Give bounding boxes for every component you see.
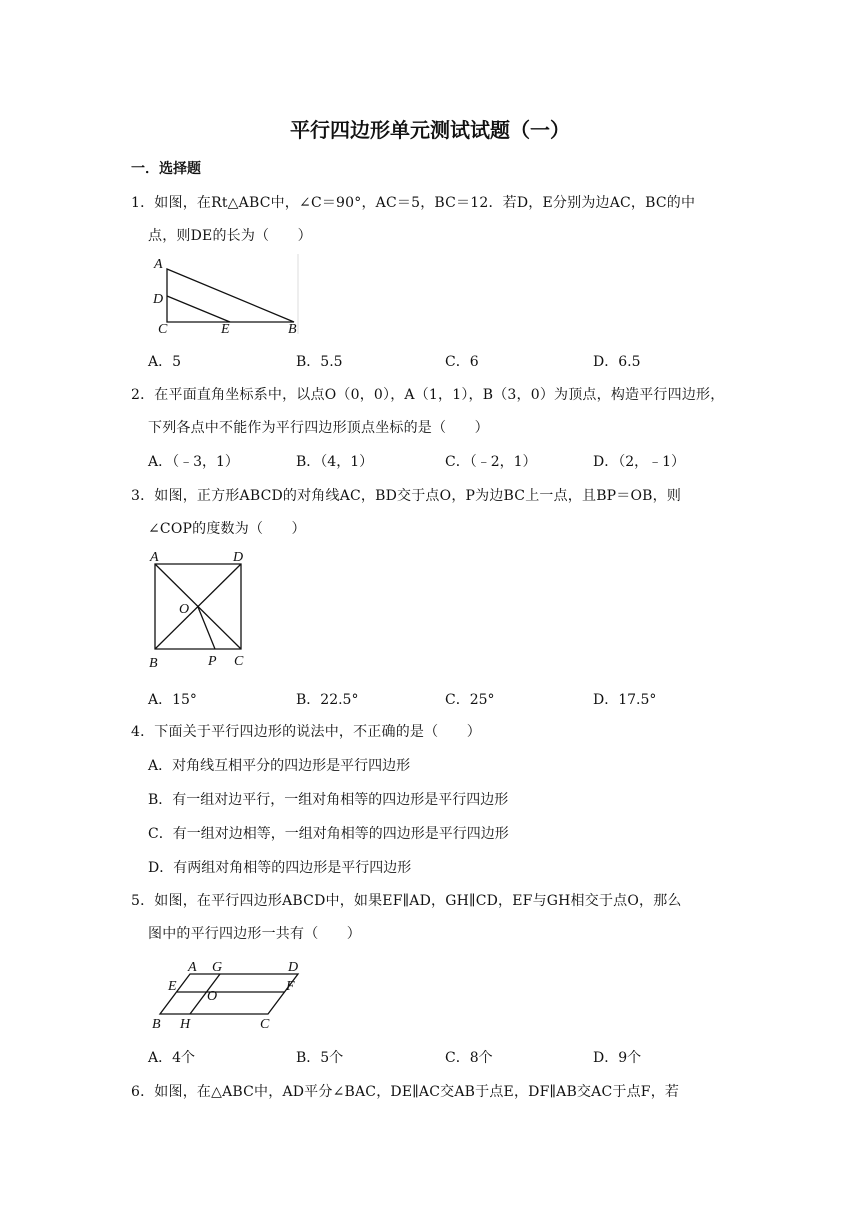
question-1-option-d: D．6.5 <box>593 354 641 370</box>
label-c: C <box>158 322 168 337</box>
label-e: E <box>168 979 177 994</box>
question-4-option-b: B．有一组对边平行，一组对角相等的四边形是平行四边形 <box>148 792 509 808</box>
question-1-line-1: 1．如图，在Rt△ABC中，∠C＝90°，AC＝5，BC＝12．若D，E分别为边AC，BC的中 <box>131 195 696 211</box>
question-4-option-d: D．有两组对角相等的四边形是平行四边形 <box>148 860 412 876</box>
parallelogram-abcd <box>160 974 298 1014</box>
label-a: A <box>154 257 163 272</box>
question-4-line-1: 4．下面关于平行四边形的说法中，不正确的是（ ） <box>131 724 481 740</box>
question-4-option-c: C．有一组对边相等，一组对角相等的四边形是平行四边形 <box>148 826 509 842</box>
label-e: E <box>221 322 230 337</box>
question-1-option-c: C．6 <box>445 354 479 370</box>
label-d: D <box>153 292 164 307</box>
question-2-line-1: 2．在平面直角坐标系中，以点O（0，0），A（1，1），B（3，0）为顶点，构造平行四边形， <box>131 387 725 403</box>
question-3-line-1: 3．如图，正方形ABCD的对角线AC，BD交于点O，P为边BC上一点，且BP＝OB，则 <box>131 488 682 504</box>
question-5-line-2: 图中的平行四边形一共有（ ） <box>148 926 361 942</box>
label-d: D <box>288 960 299 975</box>
figure-right-triangle <box>148 252 308 340</box>
label-b: B <box>152 1017 161 1032</box>
label-o: O <box>179 602 190 617</box>
label-b: B <box>288 322 297 337</box>
question-1-option-b: B．5.5 <box>296 354 343 370</box>
figure-parallelogram <box>146 956 310 1034</box>
label-h: H <box>180 1017 191 1032</box>
label-o: O <box>207 989 218 1004</box>
label-a: A <box>188 960 197 975</box>
question-6-line-1: 6．如图，在△ABC中，AD平分∠BAC，DE∥AC交AB于点E，DF∥AB交AC于点F，若 <box>131 1084 680 1100</box>
label-g: G <box>212 960 223 975</box>
label-c: C <box>260 1017 270 1032</box>
question-2-option-d: D．（2，﹣1） <box>593 454 686 470</box>
triangle-abc <box>167 269 294 322</box>
question-2-option-c: C．（﹣2，1） <box>445 454 537 470</box>
question-5-option-a: A．4个 <box>148 1050 196 1066</box>
figure-square <box>146 547 254 671</box>
question-3-line-2: ∠COP的度数为（ ） <box>148 521 306 537</box>
question-1-option-a: A．5 <box>148 354 182 370</box>
question-5-option-d: D．9个 <box>593 1050 642 1066</box>
label-a: A <box>150 550 159 565</box>
question-2-line-2: 下列各点中不能作为平行四边形顶点坐标的是（ ） <box>148 420 489 436</box>
question-1-line-2: 点，则DE的长为（ ） <box>148 228 312 244</box>
question-3-option-d: D．17.5° <box>593 692 657 708</box>
question-5-option-c: C．8个 <box>445 1050 493 1066</box>
segment-op <box>198 607 215 649</box>
question-2-option-b: B．（4，1） <box>296 454 374 470</box>
page-title: 平行四边形单元测试试题（一） <box>290 118 570 142</box>
question-5-line-1: 5．如图，在平行四边形ABCD中，如果EF∥AD，GH∥CD，EF与GH相交于点O，那么 <box>131 893 682 909</box>
label-f: F <box>286 979 295 994</box>
question-3-option-b: B．22.5° <box>296 692 359 708</box>
label-c: C <box>234 654 244 669</box>
label-b: B <box>149 656 158 671</box>
question-3-option-a: A．15° <box>148 692 197 708</box>
label-d: D <box>233 550 244 565</box>
segment-de <box>167 296 230 322</box>
question-4-option-a: A．对角线互相平分的四边形是平行四边形 <box>148 758 411 774</box>
section-heading: 一．选择题 <box>131 161 201 177</box>
question-5-option-b: B．5个 <box>296 1050 344 1066</box>
question-3-option-c: C．25° <box>445 692 495 708</box>
label-p: P <box>208 654 217 669</box>
question-2-option-a: A．（﹣3，1） <box>148 454 239 470</box>
